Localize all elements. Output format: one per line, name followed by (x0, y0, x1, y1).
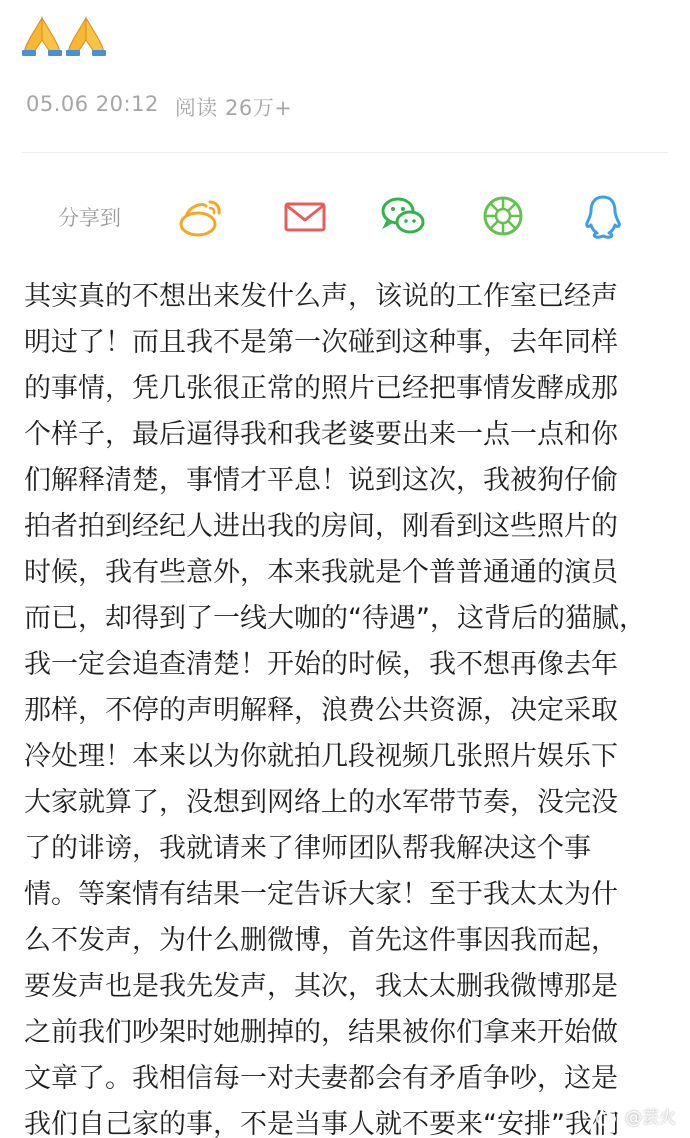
body-line: 我们自己家的事，不是当事人就不要来“安排”我们 (24, 1109, 619, 1138)
body-line: 大家就算了，没想到网络上的水军带节奏，没完没 (24, 787, 618, 818)
weibo-icon (176, 192, 226, 240)
share-label: 分享到 (58, 206, 121, 230)
body-line: 文章了。我相信每一对夫妻都会有矛盾争吵，这是 (24, 1063, 618, 1094)
body-line: 我一定会追查清楚！开始的时候，我不想再像去年 (24, 649, 618, 680)
post-meta (26, 92, 292, 122)
body-line: 那样，不停的声明解释，浪费公共资源，决定采取 (24, 695, 618, 726)
divider (22, 152, 668, 153)
body-line: 情。等案情有结果一定告诉大家！至于我太太为什 (24, 879, 618, 910)
share-moments-button[interactable] (478, 192, 528, 240)
body-line: 拍者拍到经纪人进出我的房间，刚看到这些照片的 (24, 511, 618, 542)
share-bar (0, 188, 690, 248)
body-line: 冷处理！本来以为你就拍几段视频几张照片娱乐下 (24, 741, 618, 772)
post-date: 05.06 20:12 (26, 92, 159, 116)
mail-icon (280, 192, 330, 240)
body-line: 么不发声，为什么删微博，首先这件事因我而起， (24, 925, 618, 956)
body-line: 们解释清楚，事情才平息！说到这次，我被狗仔偷 (24, 465, 618, 496)
watermark (595, 1103, 676, 1128)
post-body (24, 274, 680, 1138)
read-count: 阅读 26万+ (174, 96, 293, 120)
body-line: 的事情，凭几张很正常的照片已经把事情发酵成那 (24, 373, 618, 404)
emoji-row (22, 12, 106, 58)
weibo-logo-icon (595, 1105, 621, 1127)
body-line: 个样子，最后逼得我和我老婆要出来一点一点和你 (24, 419, 618, 450)
praying-hands-icon (66, 12, 106, 56)
body-line: 而已，却得到了一线大咖的“待遇”，这背后的猫腻， (24, 603, 646, 634)
praying-hands-icon (22, 12, 62, 56)
body-line: 明过了！而且我不是第一次碰到这种事，去年同样 (24, 327, 618, 358)
body-line: 其实真的不想出来发什么声，该说的工作室已经声 (24, 281, 618, 312)
body-line: 时候，我有些意外，本来我就是个普普通通的演员 (24, 557, 618, 588)
body-line: 之前我们吵架时她删掉的，结果被你们拿来开始做 (24, 1017, 618, 1048)
body-line: 要发声也是我先发声，其次，我太太删我微博那是 (24, 971, 618, 1002)
body-line: 了的诽谤，我就请来了律师团队帮我解决这个事 (24, 833, 591, 864)
wechat-icon (378, 192, 428, 240)
share-mail-button[interactable] (280, 192, 330, 240)
share-wechat-button[interactable] (378, 192, 428, 240)
qq-icon (578, 192, 628, 240)
share-weibo-button[interactable] (176, 192, 226, 240)
watermark-text: @芸火 (625, 1108, 676, 1128)
moments-icon (478, 192, 528, 240)
share-qq-button[interactable] (578, 192, 628, 240)
